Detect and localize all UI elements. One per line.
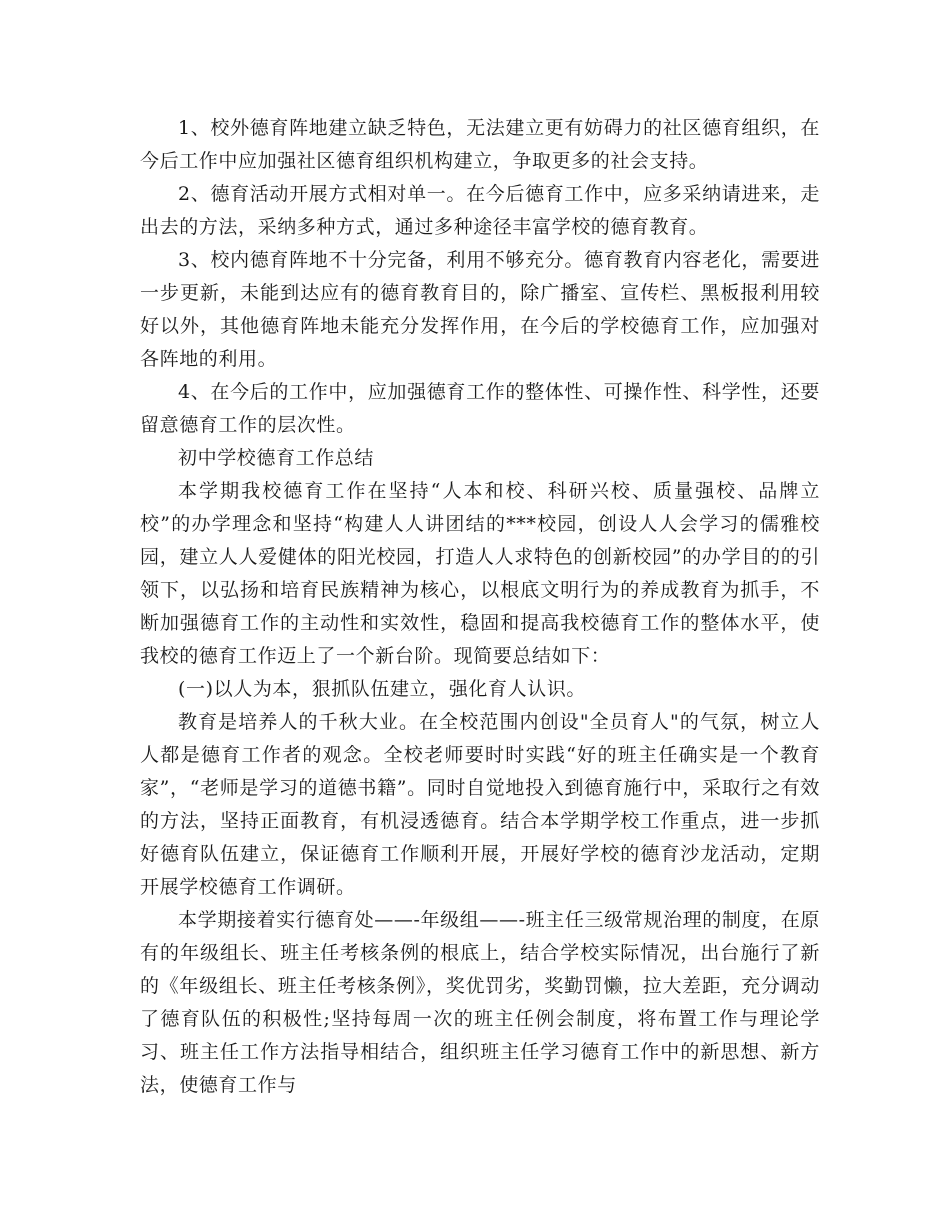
paragraph-education: 教育是培养人的千秋大业。在全校范围内创设"全员育人"的气氛，树立人人都是德育工作者的观念。全校老师要时时实践“好的班主任确实是一个教育家”，“老师是学习的道德书籍”。同时自觉地投入到德育施行中，采取行之有效的方法，坚持正面教育，有机浸透德育。结合本学期学校工作重点，进一步抓好德育队伍建立，保证德育工作顺利开展，开展好学校的德育沙龙活动，定期开展学校德育工作调研。	[140, 711, 820, 898]
paragraph-shortcoming-3: 3、校内德育阵地不十分完备，利用不够充分。德育教育内容老化，需要进一步更新，未能到达应有的德育教育目的，除广播室、宣传栏、黑板报利用较好以外，其他德育阵地未能充分发挥作用，在今后的学校德育工作，应加强对各阵地的利用。	[140, 249, 820, 370]
paragraph-intro: 本学期我校德育工作在坚持“人本和校、科研兴校、质量强校、品牌立校”的办学理念和坚持“构建人人讲团结的***校园，创设人人会学习的儒雅校园，建立人人爱健体的阳光校园，打造人人求特色的创新校园”的办学目的的引领下，以弘扬和培育民族精神为核心，以根底文明行为的养成教育为抓手，不断加强德育工作的主动性和实效性，稳固和提高我校德育工作的整体水平，使我校的德育工作迈上了一个新台阶。现简要总结如下：	[140, 480, 820, 667]
section-title: 初中学校德育工作总结	[178, 447, 375, 469]
paragraph-shortcoming-4: 4、在今后的工作中，应加强德育工作的整体性、可操作性、科学性，还要留意德育工作的层次性。	[140, 381, 820, 436]
document-body	[140, 112, 820, 1102]
paragraph-management: 本学期接着实行德育处——-年级组——-班主任三级常规治理的制度，在原有的年级组长、班主任考核条例的根底上，结合学校实际情况，出台施行了新的《年级组长、班主任考核条例》，奖优罚劣，奖勤罚懒，拉大差距，充分调动了德育队伍的积极性;坚持每周一次的班主任例会制度，将布置工作与理论学习、班主任工作方法指导相结合，组织班主任学习德育工作中的新思想、新方法，使德育工作与	[140, 909, 820, 1096]
subheading-1: (一)以人为本，狠抓队伍建立，强化育人认识。	[178, 678, 587, 700]
paragraph-shortcoming-1: 1、校外德育阵地建立缺乏特色，无法建立更有妨碍力的社区德育组织，在今后工作中应加强社区德育组织机构建立，争取更多的社会支持。	[140, 117, 820, 172]
paragraph-shortcoming-2: 2、德育活动开展方式相对单一。在今后德育工作中，应多采纳请进来，走出去的方法，采纳多种方式，通过多种途径丰富学校的德育教育。	[140, 183, 820, 238]
